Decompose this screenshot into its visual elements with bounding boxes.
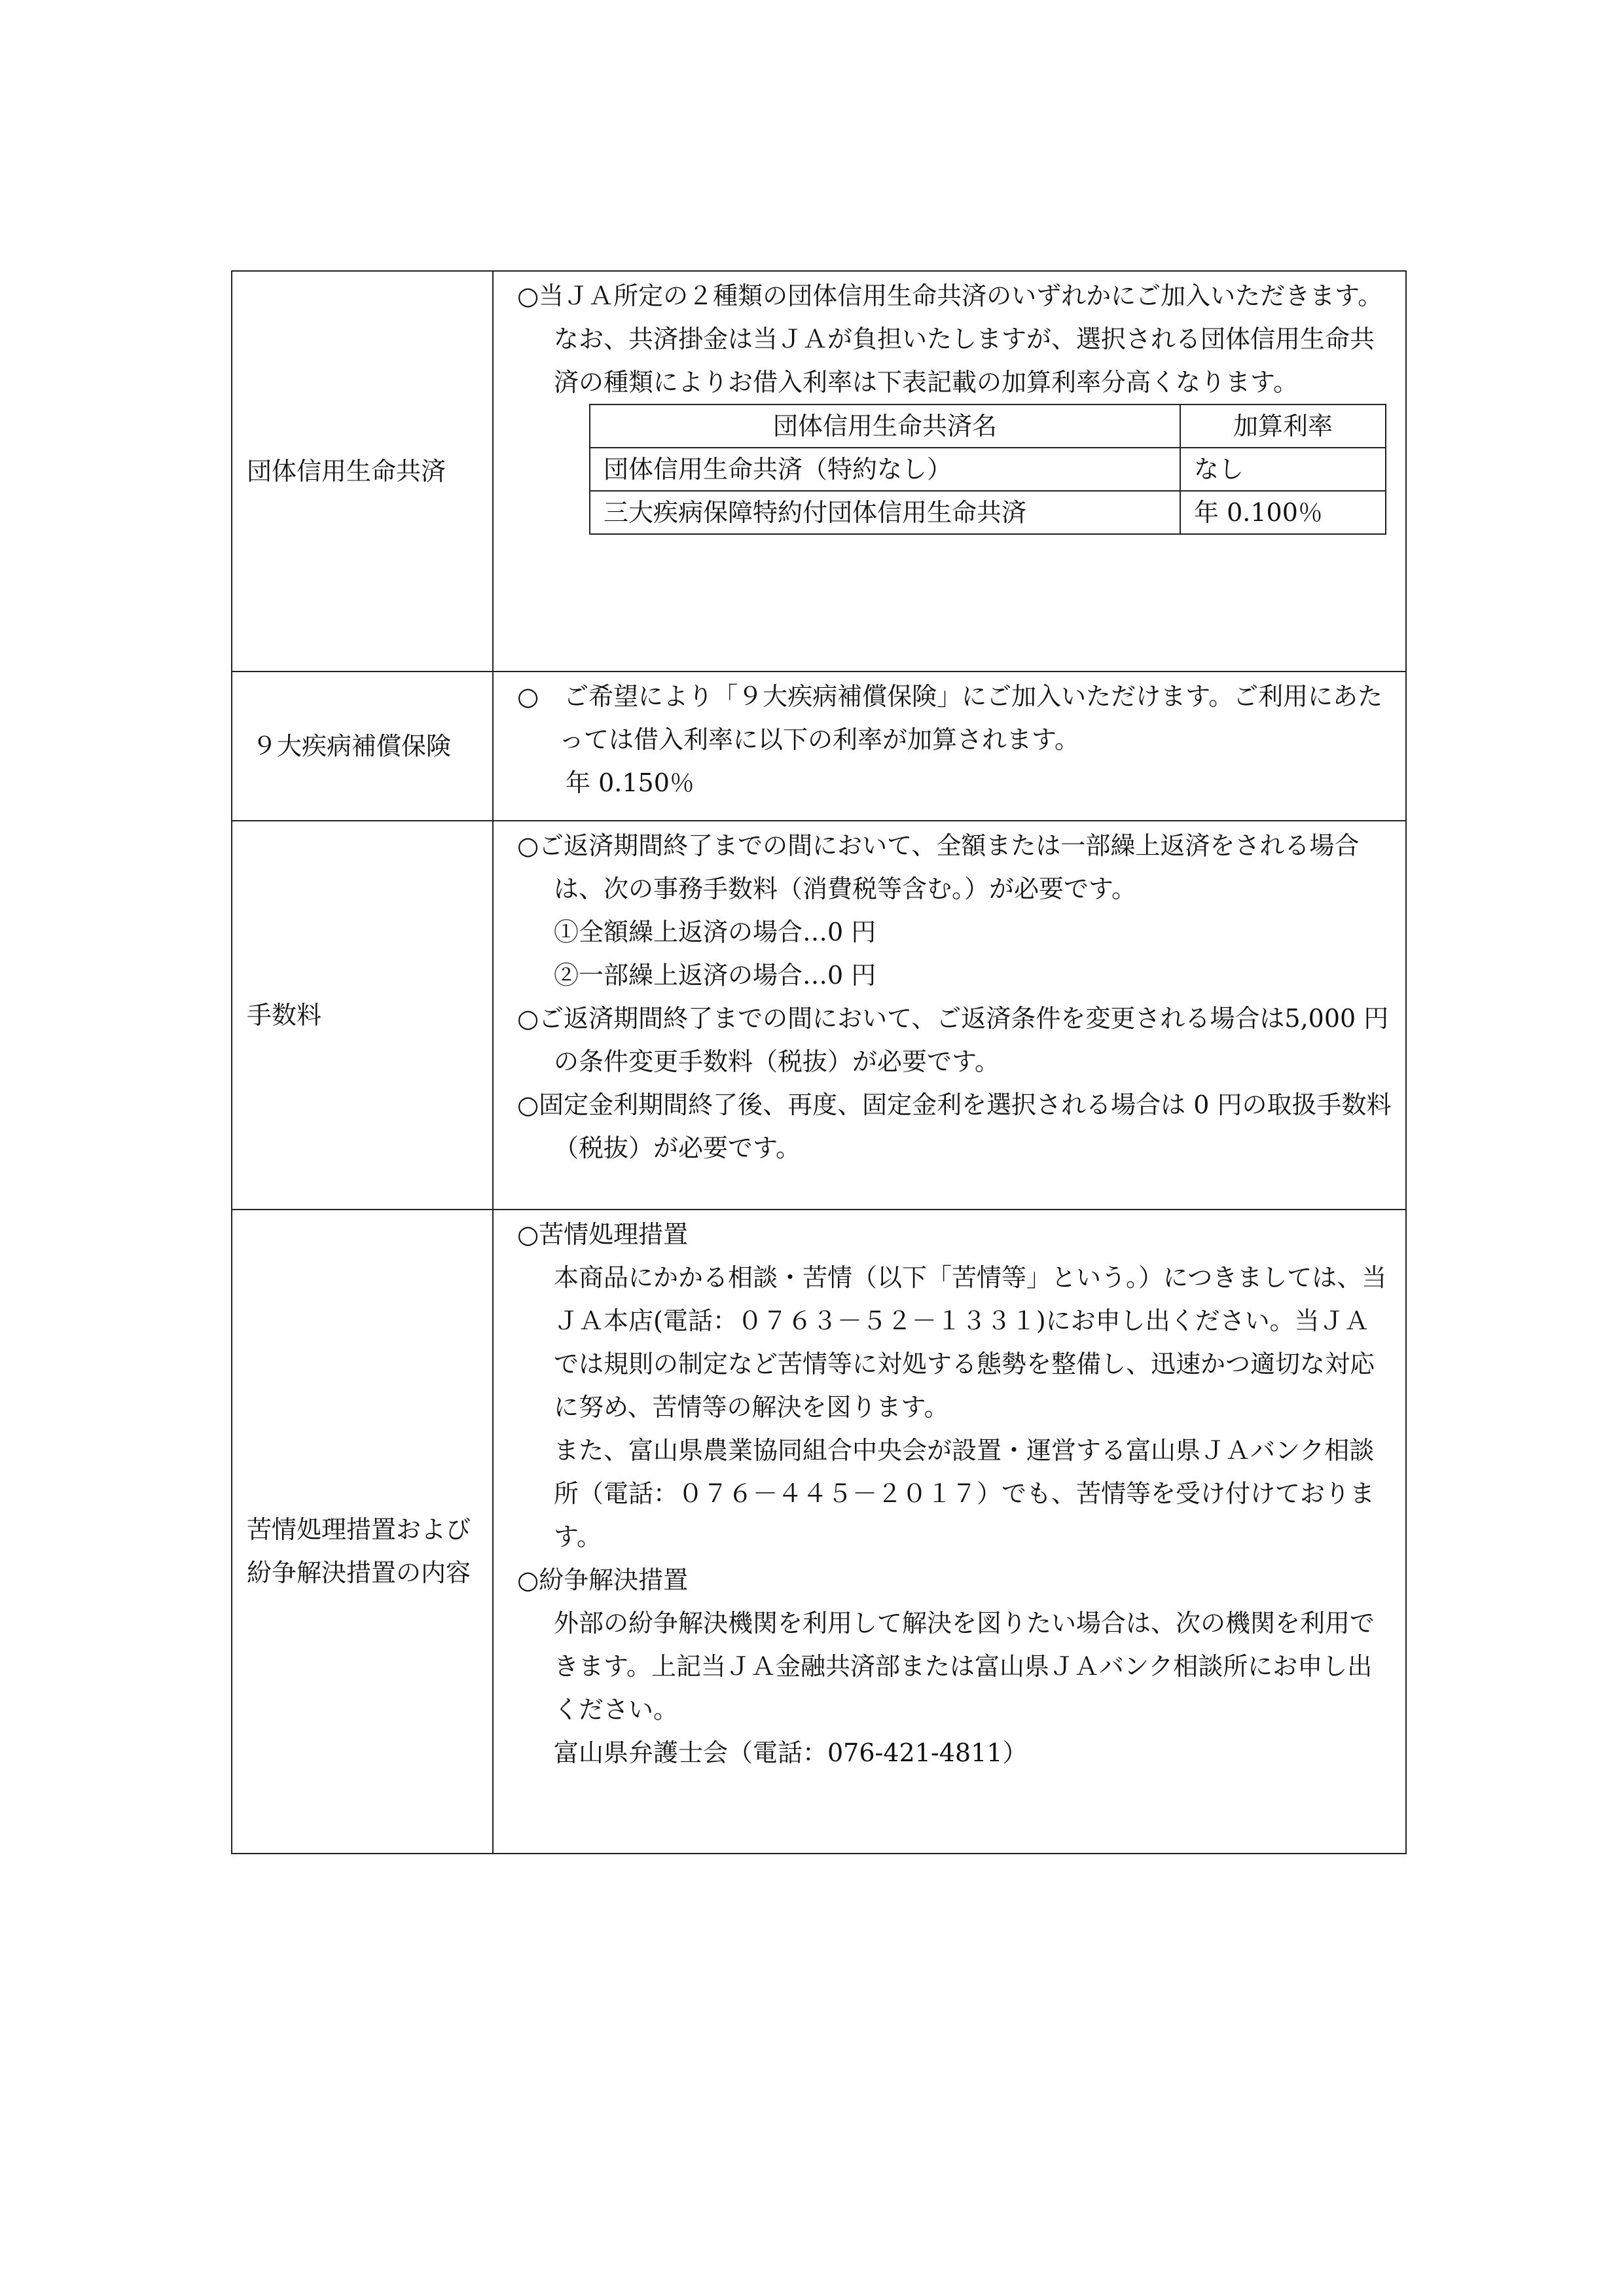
row-content-cell (493, 821, 1406, 1210)
rate-table-cell: なし (1180, 448, 1386, 491)
row-label: 手数料 (247, 1001, 322, 1030)
rate-table-cell: 年 0.100％ (1180, 491, 1386, 534)
table-row (590, 491, 1386, 534)
table-row (590, 448, 1386, 491)
bullet-text: ○ご返済期間終了までの間において、全額または一部繰上返済をされる場合は、次の事務手数料（消費税等含む。）が必要です。 (517, 831, 1360, 903)
row-label: ９大疾病補償保険 (252, 732, 452, 761)
section-heading: ○紛争解決措置 (517, 1566, 689, 1594)
rate-table (589, 404, 1386, 535)
bullet-text: ○当ＪＡ所定の２種類の団体信用生命共済のいずれかにご加入いただきます。 (517, 281, 1383, 310)
row-label-cell (232, 1210, 493, 1854)
product-terms-table (231, 270, 1407, 1854)
rate-table-cell: 団体信用生命共済（特約なし） (590, 448, 1180, 491)
body-text: 本商品にかかる相談・苦情（以下「苦情等」という。）につきましては、当ＪＡ本店(電話：０７６３－５２－１３３１)にお申し出ください。当ＪＡでは規則の制定など苦情等に対処する態勢を整備し、迅速かつ適切な対応に努め、苦情等の解決を図ります。 (554, 1263, 1387, 1422)
section-heading: ○苦情処理措置 (517, 1220, 689, 1249)
row-content-cell (493, 672, 1406, 821)
table-row-nine-disease (232, 672, 1406, 821)
table-row-fees (232, 821, 1406, 1210)
bullet-text: ○固定金利期間終了後、再度、固定金利を選択される場合は 0 円の取扱手数料（税抜）が必要です。 (517, 1090, 1392, 1162)
rate-table-header-rate: 加算利率 (1180, 404, 1386, 448)
body-text: また、富山県農業協同組合中央会が設置・運営する富山県ＪＡバンク相談所（電話：０７６－４４５－２０１７）でも、苦情等を受け付けております。 (554, 1436, 1375, 1551)
row-label: 団体信用生命共済 (247, 457, 446, 486)
note-text: なお、共済掛金は当ＪＡが負担いたしますが、選択される団体信用生命共済の種類によりお借入利率は下表記載の加算利率分高くなります。 (554, 325, 1375, 397)
row-label-cell (232, 271, 493, 672)
fee-item: ②一部繰上返済の場合…0 円 (554, 961, 876, 990)
row-label-cell (232, 672, 493, 821)
body-text: 外部の紛争解決機関を利用して解決を図りたい場合は、次の機関を利用できます。上記当ＪＡ金融共済部または富山県ＪＡバンク相談所にお申し出ください。 (554, 1609, 1375, 1724)
table-row-group-life (232, 271, 1406, 672)
bullet-text: ○ ご希望により「９大疾病補償保険」にご加入いただけます。ご利用にあたっては借入利率に以下の利率が加算されます。 (517, 682, 1383, 754)
row-label: 苦情処理措置および紛争解決措置の内容 (247, 1515, 471, 1587)
table-row-complaint (232, 1210, 1406, 1854)
row-content-cell (493, 1210, 1406, 1854)
rate-table-header (590, 404, 1386, 448)
row-label-cell (232, 821, 493, 1210)
rate-table-header-name: 団体信用生命共済名 (590, 404, 1180, 448)
contact-text: 富山県弁護士会（電話：076-421-4811） (554, 1738, 1028, 1767)
rate-text: 年 0.150％ (566, 768, 695, 797)
fee-item: ①全額繰上返済の場合…0 円 (554, 918, 876, 946)
rate-table-cell: 三大疾病保障特約付団体信用生命共済 (590, 491, 1180, 534)
row-content-cell (493, 271, 1406, 672)
bullet-text: ○ご返済期間終了までの間において、ご返済条件を変更される場合は5,000 円の条件変更手数料（税抜）が必要です。 (517, 1004, 1389, 1076)
